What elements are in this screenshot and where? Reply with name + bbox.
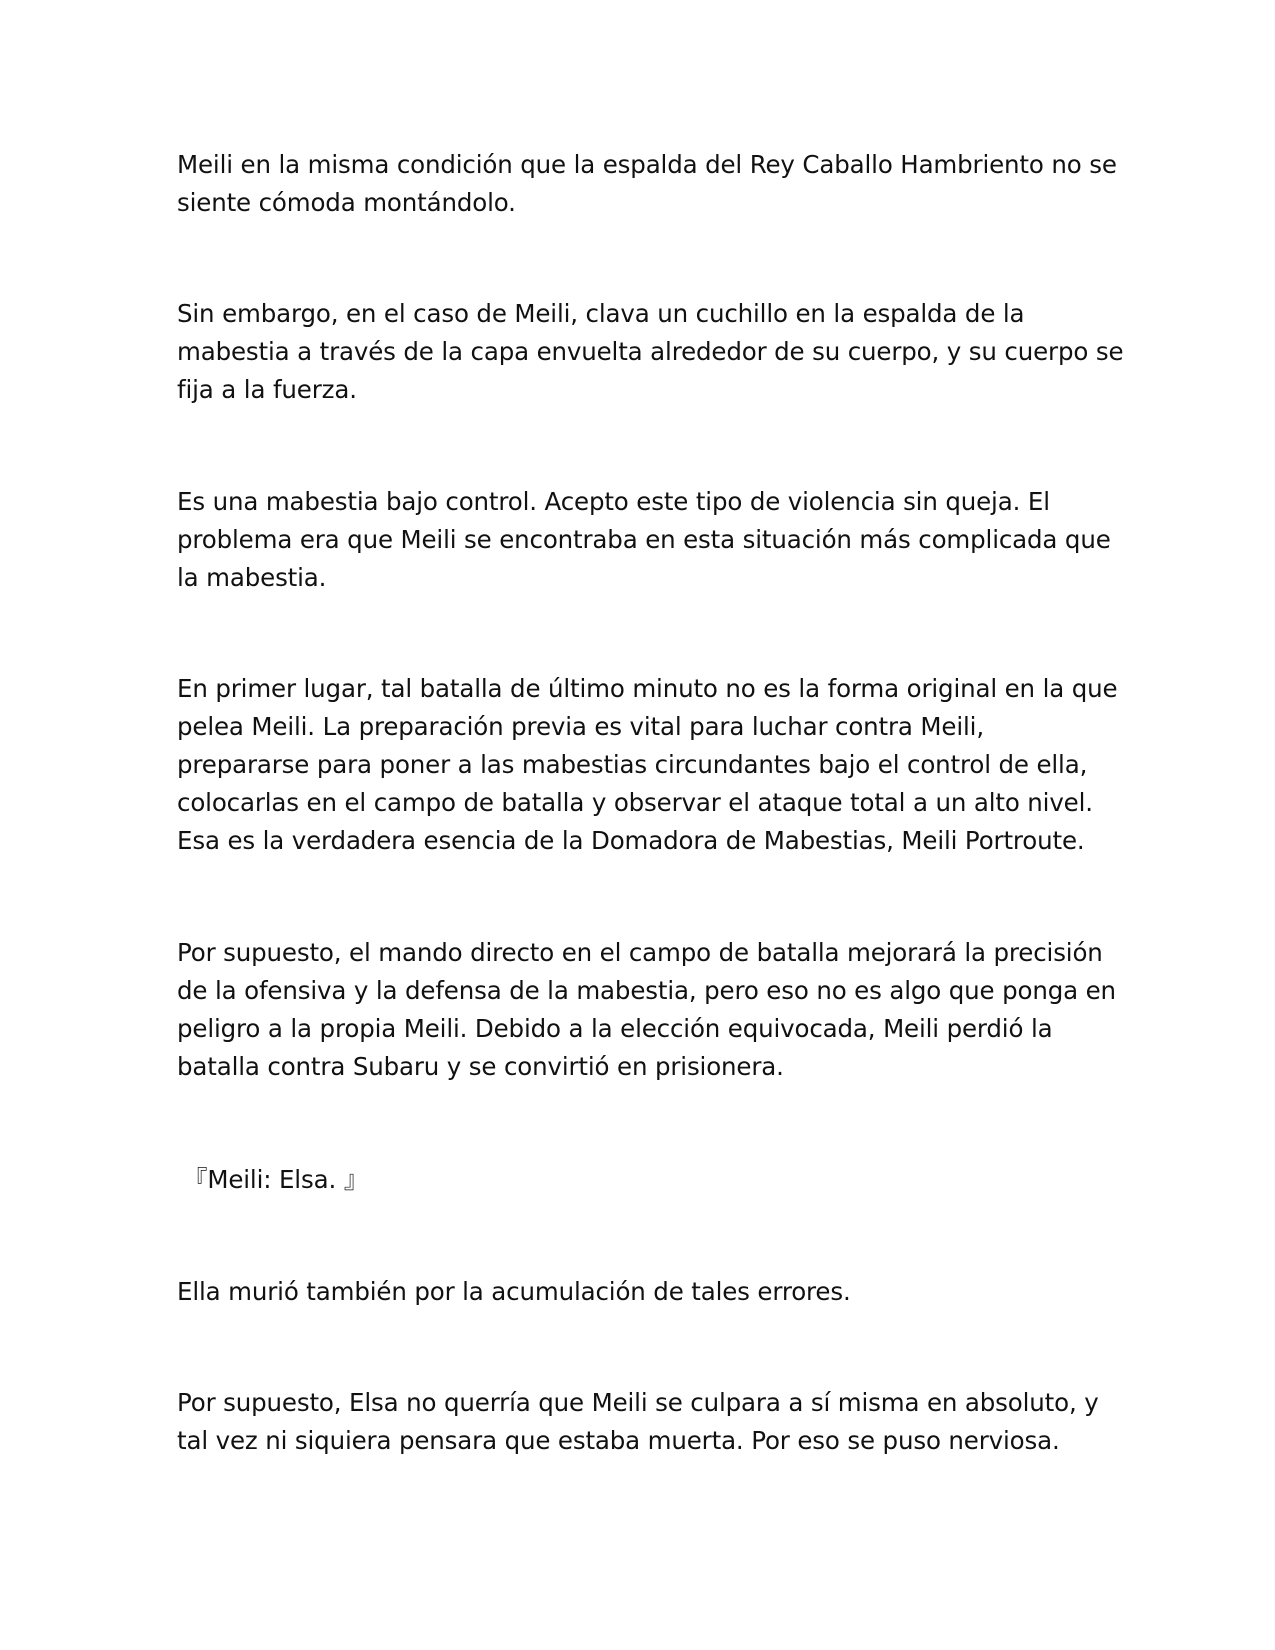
text-line: Esa es la verdadera esencia de la Domadora de Mabestias, Meili Portroute.: [177, 826, 1085, 855]
paragraph-2: [177, 295, 1124, 409]
text-line: Es una mabestia bajo control. Acepto este tipo de violencia sin queja. El: [177, 487, 1050, 516]
text-line: colocarlas en el campo de batalla y observar el ataque total a un alto nivel.: [177, 788, 1093, 817]
paragraph-4: [177, 670, 1118, 860]
text-line: 『Meili: Elsa. 』: [183, 1165, 369, 1194]
paragraph-7: [177, 1273, 1107, 1311]
text-line: problema era que Meili se encontraba en esta situación más complicada que: [177, 525, 1111, 554]
text-line: la mabestia.: [177, 563, 327, 592]
text-line: peligro a la propia Meili. Debido a la elección equivocada, Meili perdió la: [177, 1014, 1053, 1043]
dialogue-line: [183, 1161, 1113, 1199]
text-line: prepararse para poner a las mabestias circundantes bajo el control de ella,: [177, 750, 1088, 779]
paragraph-1: [177, 146, 1117, 222]
text-line: En primer lugar, tal batalla de último minuto no es la forma original en la que: [177, 674, 1118, 703]
text-line: Por supuesto, el mando directo en el campo de batalla mejorará la precisión: [177, 938, 1103, 967]
text-line: mabestia a través de la capa envuelta alrededor de su cuerpo, y su cuerpo se: [177, 337, 1124, 366]
text-line: Meili en la misma condición que la espalda del Rey Caballo Hambriento no se: [177, 150, 1117, 179]
paragraph-3: [177, 483, 1111, 597]
text-line: batalla contra Subaru y se convirtió en prisionera.: [177, 1052, 784, 1081]
text-line: de la ofensiva y la defensa de la mabestia, pero eso no es algo que ponga en: [177, 976, 1116, 1005]
text-line: tal vez ni siquiera pensara que estaba muerta. Por eso se puso nerviosa.: [177, 1426, 1060, 1455]
paragraph-5: [177, 934, 1116, 1086]
paragraph-8: [177, 1384, 1107, 1460]
text-line: Sin embargo, en el caso de Meili, clava un cuchillo en la espalda de la: [177, 299, 1025, 328]
text-line: siente cómoda montándolo.: [177, 188, 516, 217]
text-line: Por supuesto, Elsa no querría que Meili se culpara a sí misma en absoluto, y: [177, 1388, 1099, 1417]
text-line: Ella murió también por la acumulación de tales errores.: [177, 1277, 851, 1306]
text-line: pelea Meili. La preparación previa es vital para luchar contra Meili,: [177, 712, 984, 741]
text-line: fija a la fuerza.: [177, 375, 357, 404]
